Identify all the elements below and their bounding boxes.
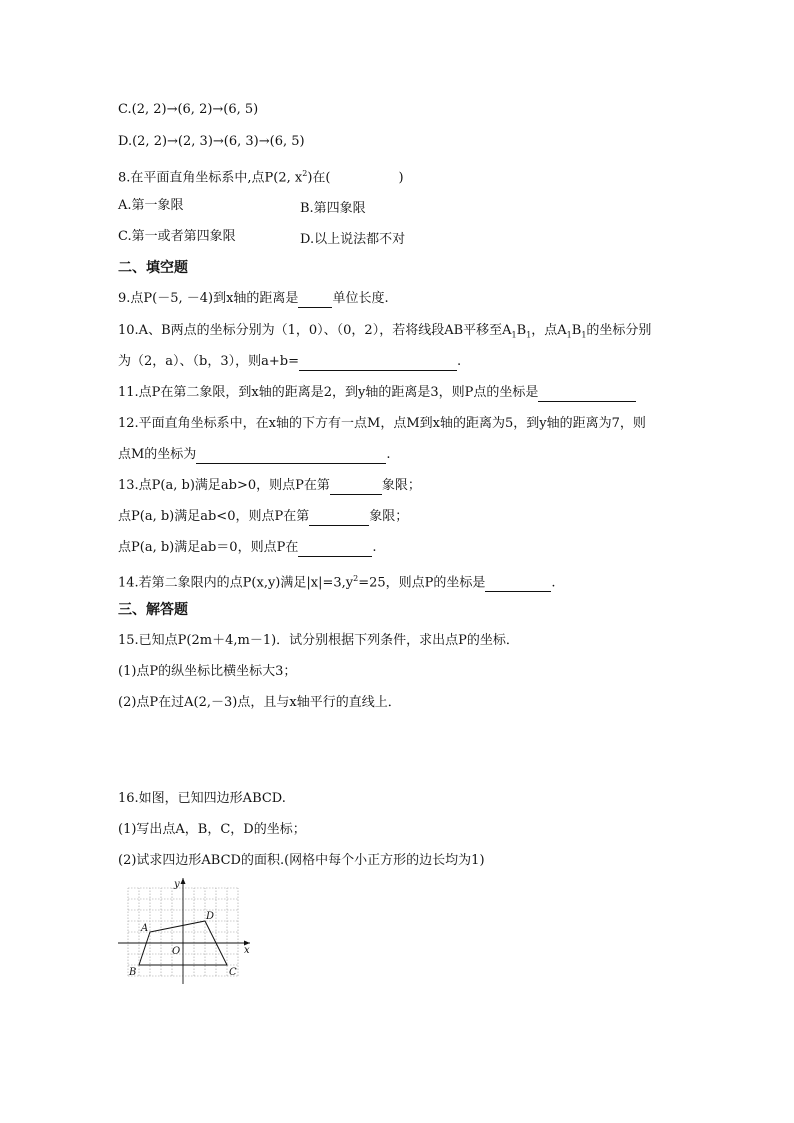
q13-text-a: 13.点P(a, b)满足ab>0，则点P在第 [118,478,330,493]
y-axis-arrow [181,878,186,884]
q13-line2 [118,508,408,526]
q10-text-c: ，点A [531,323,567,338]
q7-option-d: D.(2, 2)→(2, 3)→(6, 3)→(6, 5) [118,134,305,149]
q14-text-b: =25，则点P的坐标是 [358,575,486,591]
label-c: C [229,967,237,978]
q11-text: 11.点P在第二象限，到x轴的距离是2，到y轴的距离是3，则P点的坐标是 [118,385,539,400]
q12-text-a: 点M的坐标为 [118,447,197,462]
label-b: B [129,967,137,978]
coordinate-grid-figure [118,878,260,1018]
q9 [118,290,389,308]
q13-text-e: 点P(a, b)满足ab＝0，则点P在 [118,540,299,555]
label-a: A [141,923,149,934]
q9-blank[interactable] [298,293,332,308]
q16-part2: (2)试求四边形ABCD的面积.(网格中每个小正方形的边长均为1) [118,853,485,868]
q14-sup: 2 [353,574,359,583]
q10-sub2: 1 [526,330,532,340]
q10-text-g: . [456,354,462,369]
q14 [118,570,556,592]
q10-sub1: 1 [511,330,517,340]
q14-text-a: 14.若第二象限内的点P(x,y)满足|x|=3,y [118,575,354,591]
q11-blank[interactable] [538,387,636,402]
q10-blank[interactable] [299,356,457,371]
q8-stem-close: ) [398,170,404,186]
q12-line1: 12.平面直角坐标系中，在x轴的下方有一点M，点M到x轴的距离为5，到y轴的距离为7，则 [118,416,646,431]
q10-sub4: 1 [581,330,587,340]
q8-stem-text: 8.在平面直角坐标系中,点P(2, x [118,170,303,186]
section-solve: 三、解答题 [118,602,188,618]
q12-text-b: . [386,447,391,462]
q11 [118,384,636,402]
q8-option-c: C.第一或者第四象限 [118,229,236,244]
q8-stem-text2: )在( [307,170,331,186]
q15-part2: (2)点P在过A(2,－3)点，且与x轴平行的直线上． [118,695,401,710]
q13-text-c: 点P(a, b)满足ab<0，则点P在第 [118,509,310,524]
q8-option-d: D.以上说法都不对 [300,232,406,247]
q10-text-d: B [571,323,582,338]
q13-blank-3[interactable] [298,542,372,557]
q10-text-f: 为（2，a）、（b，3），则a+b= [118,354,299,369]
q12-line2 [118,446,390,464]
q13-blank-1[interactable] [330,480,382,495]
q13-line3 [118,539,376,557]
q13-blank-2[interactable] [309,511,369,526]
label-o: O [172,946,181,957]
q10-text-b: B [516,323,527,338]
q15-stem: 15.已知点P(2m＋4,m－1)．试分别根据下列条件，求出点P的坐标． [118,633,519,648]
q8-option-b: B.第四象限 [300,201,366,216]
q13-text-d: 象限； [369,509,409,524]
q10-line1 [118,322,651,345]
q7-option-c: C.(2, 2)→(6, 2)→(6, 5) [118,102,259,117]
q8-option-a: A.第一象限 [118,198,184,213]
q8-stem-sup: 2 [302,169,308,178]
section-fill-in: 二、填空题 [118,260,188,276]
label-y: y [174,879,180,890]
q10-sub3: 1 [566,330,572,340]
q9-text2: 单位长度. [332,291,389,306]
q10-text-a: 10.A、B两点的坐标分别为（1，0）、（0，2），若将线段AB平移至A [118,323,512,338]
q10-text-e: 的坐标分别 [586,323,652,338]
q13-text-b: 象限； [381,478,421,493]
q14-text-c: . [551,575,556,591]
q10-line2 [118,353,461,371]
q15-part1: (1)点P的纵坐标比横坐标大3； [118,664,297,679]
q16-stem: 16.如图，已知四边形ABCD. [118,791,286,806]
label-d: D [206,911,215,922]
q14-blank[interactable] [485,577,551,592]
figure-labels [128,879,250,978]
q16-part1: (1)写出点A，B，C，D的坐标； [118,822,306,837]
q13-text-f: . [372,540,377,555]
q12-blank[interactable] [196,449,386,464]
q13-line1 [118,477,421,495]
label-x: x [244,945,250,956]
q9-text: 9.点P(－5, －4)到x轴的距离是 [118,291,299,306]
q8-stem [118,165,404,187]
